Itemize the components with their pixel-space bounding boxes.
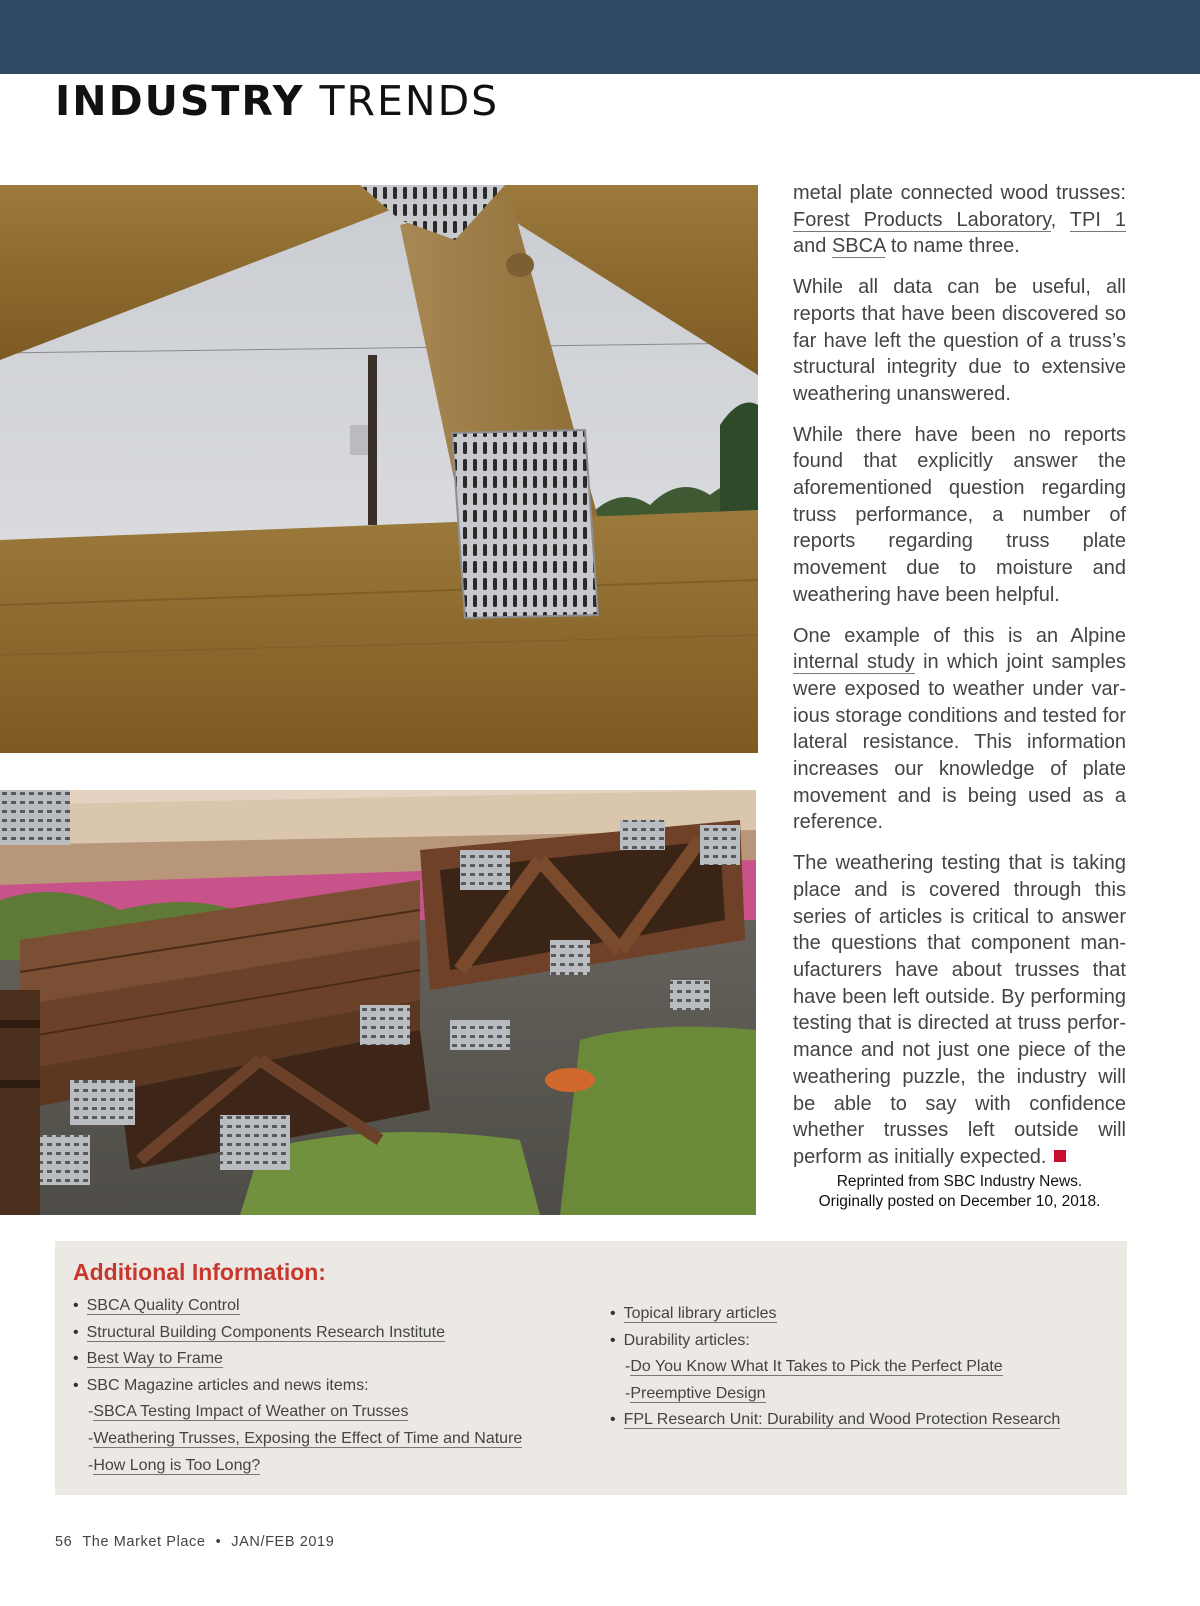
link-topical-library[interactable]: Topical library articles bbox=[623, 1305, 777, 1322]
page-number: 56 bbox=[55, 1534, 73, 1550]
list-item bbox=[610, 1407, 1060, 1434]
section-title-light: TRENDS bbox=[319, 77, 500, 125]
list-item: -SBCA Testing Impact of Weather on Trusses bbox=[88, 1403, 409, 1421]
link-sbcri[interactable]: Structural Building Components Research Institute bbox=[86, 1323, 446, 1341]
section-title bbox=[55, 78, 499, 124]
page-footer bbox=[55, 1534, 344, 1550]
credit-line-2: Originally posted on December 10, 2018. bbox=[818, 1193, 1101, 1210]
publication-name: The Market Place bbox=[82, 1534, 206, 1550]
link-preemptive-design[interactable]: Preemptive Design bbox=[630, 1384, 766, 1402]
list-item bbox=[610, 1328, 1060, 1355]
durability-heading: Durability articles: bbox=[623, 1331, 750, 1349]
list-item: -How Long is Too Long? bbox=[88, 1456, 261, 1474]
link-internal-study[interactable]: internal study bbox=[793, 651, 915, 674]
link-perfect-plate[interactable]: Do You Know What It Takes to Pick the Perfect Plate bbox=[630, 1358, 1003, 1376]
p5-text: The weathering testing that is taking place and is covered through this series of articles is critical to answer the questions that component manufacturers have about trusses that have been left outside. By performing testing that is directed at truss performance and not just one piece of the weathering puzzle, the industry will be able to say with confidence whether trusses left outside will perform as initially expected. bbox=[793, 852, 1126, 1168]
link-weathering-trusses[interactable]: Weathering Trusses, Exposing the Effect of Time and Nature bbox=[93, 1429, 523, 1447]
list-item: -Preemptive Design bbox=[625, 1384, 766, 1402]
top-banner bbox=[0, 0, 1200, 74]
article-column bbox=[793, 180, 1126, 1185]
link-forest-products-laboratory[interactable]: Forest Products Laboratory bbox=[793, 208, 1051, 231]
sbc-magazine-heading: SBC Magazine articles and news items: bbox=[86, 1376, 369, 1394]
link-sbca-testing-impact[interactable]: SBCA Testing Impact of Weather on Trusses bbox=[93, 1403, 409, 1421]
section-title-bold: INDUSTRY bbox=[55, 77, 305, 125]
link-best-way-to-frame[interactable]: Best Way to Frame bbox=[86, 1350, 223, 1368]
reprint-credit bbox=[793, 1172, 1126, 1212]
paragraph-5 bbox=[793, 850, 1126, 1170]
link-sbca-quality-control[interactable]: SBCA Quality Control bbox=[86, 1297, 240, 1314]
paragraph-4 bbox=[793, 623, 1126, 837]
list-item bbox=[73, 1320, 522, 1347]
p4-text-start: One example of this is an Alpine bbox=[793, 624, 1126, 647]
p1-sep2: and bbox=[793, 235, 832, 258]
list-item bbox=[73, 1373, 522, 1400]
info-list-left bbox=[73, 1293, 522, 1479]
paragraph-3: While there have been no reports found that explicitly answer the aforementioned question regarding truss performance, a number of reports regarding truss plate movement due to moisture and weathering have been helpful. bbox=[793, 423, 1126, 606]
p1-text-start: metal plate connected wood trusses: bbox=[793, 182, 1126, 204]
p1-sep1: , bbox=[1050, 208, 1070, 231]
paragraph-1 bbox=[793, 180, 1126, 260]
link-fpl-research-unit[interactable]: FPL Research Unit: Durability and Wood Protection Research bbox=[623, 1411, 1061, 1429]
link-tpi-1[interactable]: TPI 1 bbox=[1069, 208, 1126, 231]
issue-date: JAN/FEB 2019 bbox=[231, 1534, 335, 1550]
info-title: Additional Information: bbox=[73, 1259, 326, 1285]
list-item: -Weathering Trusses, Exposing the Effect of Time and Nature bbox=[88, 1429, 523, 1447]
weathered-trusses-photo bbox=[0, 790, 756, 1215]
link-how-long-is-too-long[interactable]: How Long is Too Long? bbox=[93, 1456, 261, 1474]
list-item bbox=[73, 1346, 522, 1373]
link-sbca[interactable]: SBCA bbox=[831, 235, 886, 258]
list-item bbox=[610, 1301, 1060, 1328]
footer-separator: • bbox=[215, 1534, 222, 1550]
list-item bbox=[73, 1293, 522, 1320]
p4-text-end: in which joint samples were exposed to weather under various storage conditions and tested for lateral resistance. This information increases our knowledge of plate movement and is being used as a reference. bbox=[793, 651, 1126, 834]
p1-text-end: to name three. bbox=[885, 235, 1020, 258]
info-list-right bbox=[610, 1301, 1060, 1434]
additional-information-box bbox=[55, 1241, 1127, 1495]
truss-peak-photo bbox=[0, 185, 758, 753]
credit-line-1: Reprinted from SBC Industry News. bbox=[836, 1173, 1083, 1190]
list-item: -Do You Know What It Takes to Pick the Perfect Plate bbox=[625, 1358, 1003, 1376]
paragraph-2: While all data can be useful, all reports that have been discovered so far have left the question of a truss’s structural integrity due to extensive weathering unanswered. bbox=[793, 276, 1126, 405]
end-of-article-mark bbox=[1054, 1150, 1066, 1162]
